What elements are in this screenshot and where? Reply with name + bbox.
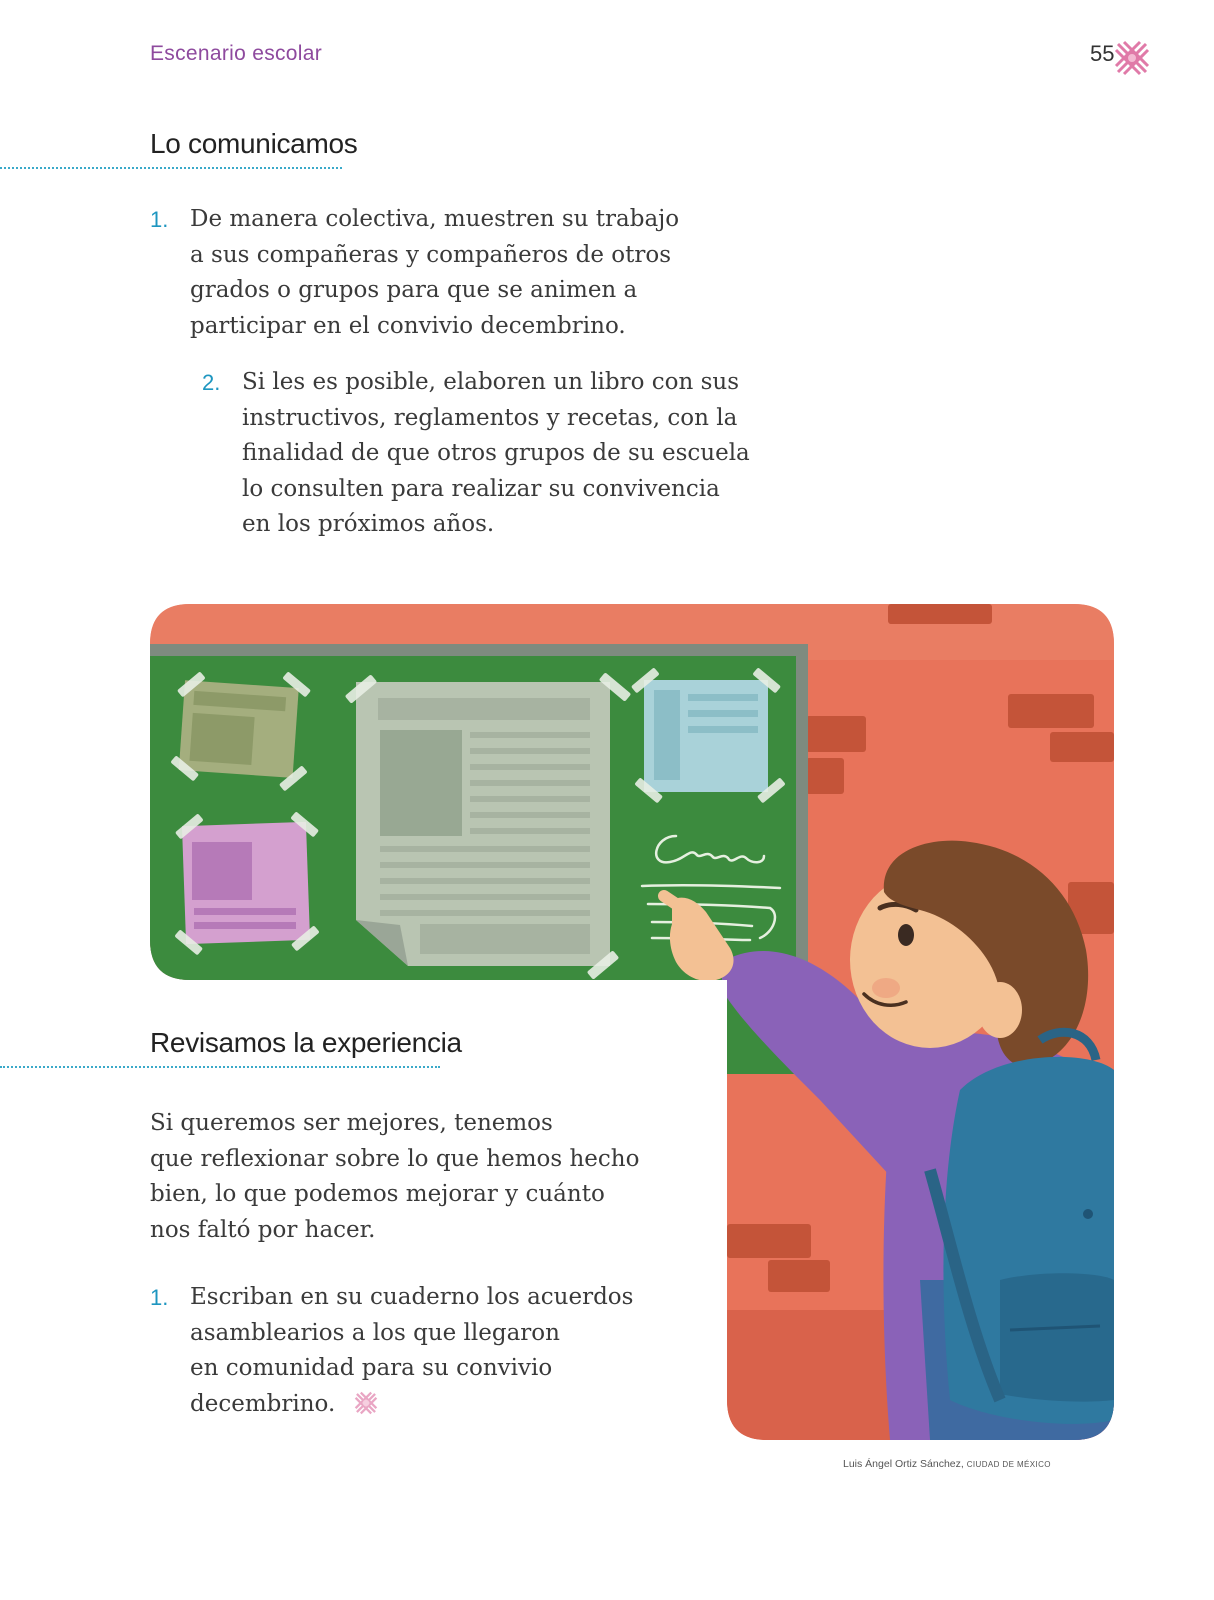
text-line: lo consulten para realizar su convivencia: [242, 475, 720, 502]
text-line: que reflexionar sobre lo que hemos hecho: [150, 1145, 640, 1172]
list-item-1: [150, 1280, 710, 1430]
text-line: Escriban en su cuaderno los acuerdos: [190, 1284, 634, 1310]
text-line: a sus compañeras y compañeros de otros: [190, 241, 672, 268]
text-line: nos faltó por hacer.: [150, 1216, 376, 1243]
list-number: 1.: [150, 1285, 169, 1310]
illustration-credit: [843, 1458, 1051, 1470]
page-number: 55: [1090, 41, 1115, 66]
list-number: 2.: [202, 370, 221, 395]
text-line: grados o grupos para que se animen a: [190, 277, 638, 303]
credit-place: CIUDAD DE MÉXICO: [966, 1460, 1051, 1469]
list-text: [190, 1280, 633, 1422]
small-pink-woven-cross-icon: [353, 1390, 379, 1416]
running-title: Escenario escolar: [150, 42, 323, 65]
text-line: asamblearios a los que llegaron: [190, 1319, 560, 1346]
text-fragment: decembrino.: [190, 1390, 336, 1417]
blue-note: [644, 680, 768, 792]
text-line: Si les es posible, elaboren un libro con sus: [242, 369, 740, 395]
section-title-lo-comunicamos: Lo comunicamos: [150, 128, 358, 159]
text-line: De manera colectiva, muestren su trabajo: [190, 206, 680, 232]
text-line: finalidad de que otros grupos de su escuela: [242, 440, 750, 466]
list-number: 1.: [150, 207, 169, 232]
newspaper-sheet: [356, 682, 610, 966]
text-line: en comunidad para su convivio: [190, 1355, 553, 1381]
intro-paragraph: [150, 1106, 710, 1248]
text-line: instructivos, reglamentos y recetas, con la: [242, 404, 738, 431]
pink-note: [182, 822, 310, 944]
eye: [898, 924, 914, 946]
olive-note: [179, 680, 299, 778]
text-line: Si queremos ser mejores, tenemos: [150, 1110, 553, 1136]
ear: [978, 982, 1022, 1038]
text-line: participar en el convivio decembrino.: [190, 312, 626, 339]
text-line: en los próximos años.: [242, 511, 495, 537]
text-line: bien, lo que podemos mejorar y cuánto: [150, 1181, 605, 1207]
credit-name: Luis Ángel Ortiz Sánchez,: [843, 1458, 964, 1470]
section-divider: [0, 1066, 440, 1068]
text-line: [190, 1387, 633, 1423]
section-title-revisamos-la-experiencia: Revisamos la experiencia: [150, 1027, 462, 1058]
